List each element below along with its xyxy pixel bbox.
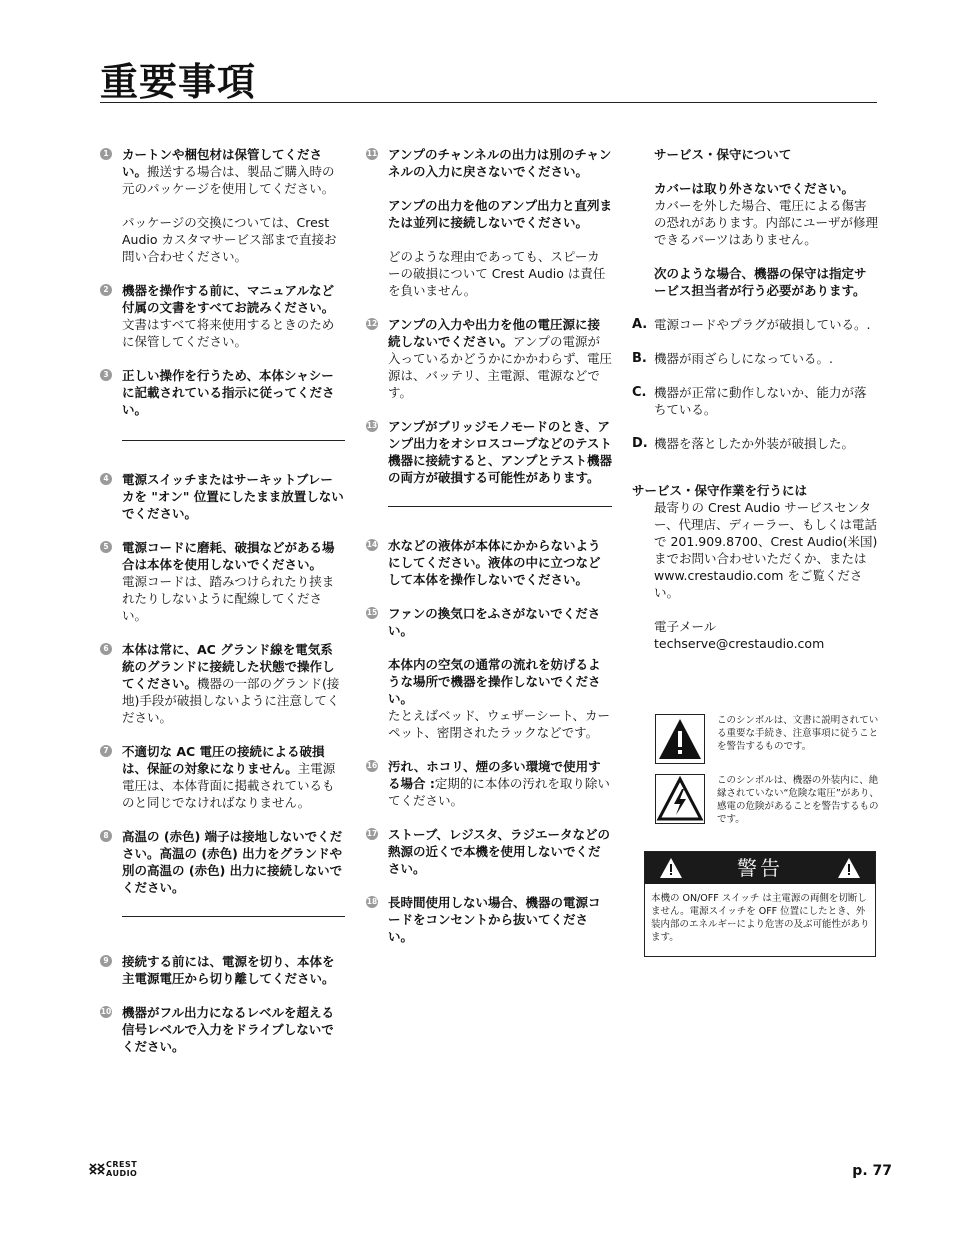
list-item <box>366 826 612 877</box>
service-heading: サービス・保守について <box>654 147 792 162</box>
title-divider <box>100 102 877 103</box>
item-number-badge: 7 <box>100 745 112 757</box>
list-item <box>100 367 345 418</box>
list-item <box>366 316 612 401</box>
item-text: 搬送する場合は、製品ご購入時の元のパッケージを使用してください。 <box>122 164 335 196</box>
lightning-symbol-text: このシンボルは、機器の外装内に、絶縁されていない“危険な電圧”があり、感電の危険があることを警告するものです。 <box>717 775 879 825</box>
item-bold-text: アンプのチャンネルの出力は別のチャンネルの入力に戻さないでください。 <box>388 147 612 179</box>
item-bold-text: 正しい操作を行うため、本体シャシーに記載されている指示に従ってください。 <box>122 368 335 417</box>
item-bold-text: 機器がフル出力になるレベルを超える信号レベルで入力をドライブしないでください。 <box>122 1005 335 1054</box>
email-label: 電子メール <box>654 619 717 634</box>
list-item <box>100 146 345 265</box>
case-letter: A. <box>632 317 648 332</box>
item-bold-text: アンプの入力や出力を他の電圧源に接続しないでください。 <box>388 317 601 349</box>
list-item <box>366 758 612 809</box>
list-item <box>100 282 345 350</box>
list-item <box>100 743 345 811</box>
item-bold-text: 長時間使用しない場合、機器の電源コードをコンセントから抜いてください。 <box>388 895 601 944</box>
item-number-badge: 18 <box>366 897 378 906</box>
warning-text: 本機の ON/OFF スイッチ は主電源の両側を切断しません。電源スイッチを OFF 位置にしたとき、外装内部のエネルギーにより危害の及ぶ可能性があります。 <box>651 893 870 943</box>
item-number-badge: 13 <box>366 421 378 430</box>
list-item <box>100 641 345 726</box>
email-address: techserve@crestaudio.com <box>654 636 825 651</box>
item-bold-text: 本体は常に、AC グランド線を電気系統のグランドに接続した状態で操作してください。 <box>122 642 335 691</box>
item-number-badge: 12 <box>366 319 378 328</box>
item-number-badge: 3 <box>100 369 112 381</box>
contact-heading: サービス・保守作業を行うには <box>632 483 808 498</box>
item-text: 電源コードは、踏みつけられたり挟まれたりしないように配線してください。 <box>122 574 335 623</box>
lightning-triangle-icon <box>655 774 705 824</box>
item-text: 主電源電圧は、本体背面に掲載されているものと同じでなければなりません。 <box>122 761 336 810</box>
item-bold-text: 接続する前には、電源を切り、本体を主電源電圧から切り離してください。 <box>122 954 335 986</box>
service-case <box>632 435 878 452</box>
list-item <box>366 605 612 741</box>
item-extra-text: どのような理由であっても、スピーカーの破損について Crest Audio は責任を負いません。 <box>388 249 606 298</box>
item-bold-text: アンプがブリッジモノモードのとき、アンプ出力をオシロスコープなどのテスト機器に接続すると、アンプとテスト機器の両方が破損する可能性があります。 <box>388 419 613 485</box>
item-number-badge: 16 <box>366 761 378 770</box>
column-2 <box>366 146 612 945</box>
warning-title: 警告 <box>737 856 783 880</box>
case-letter: C. <box>632 385 647 400</box>
case-letter: B. <box>632 351 647 366</box>
item-number-badge: 8 <box>100 830 112 842</box>
item-text: 定期的に本体の汚れを取り除いてください。 <box>388 776 610 808</box>
service-case <box>632 384 878 418</box>
item-number-badge: 5 <box>100 541 112 553</box>
case-text: 機器が正常に動作しないか、能力が落ちている。 <box>654 385 867 417</box>
item-bold-text: 水などの液体が本体にかからないようにしてください。液体の中に立つなどして本体を操作しないでください。 <box>388 538 601 587</box>
item-number-badge: 1 <box>100 148 112 160</box>
item-bold-text: 電源コードに磨耗、破損などがある場合は本体を使用しないでください。 <box>122 540 335 572</box>
service-cases-heading: 次のような場合、機器の保守は指定サービス担当者が行う必要があります。 <box>654 266 867 298</box>
logo-mark-icon <box>88 1160 106 1178</box>
page-title: 重要事項 <box>100 60 257 104</box>
list-item <box>100 539 345 624</box>
item-bold-text: 不適切な AC 電圧の接続による破損は、保証の対象になりません。 <box>122 744 325 776</box>
exclamation-symbol-text: このシンボルは、文書に説明されている重要な手続き、注意事項に従うことを警告するものです。 <box>717 715 879 752</box>
list-item <box>100 828 345 896</box>
crest-audio-logo <box>88 1160 158 1178</box>
service-cover-text: カバーを外した場合、電圧による傷害の恐れがあります。内部にユーザが修理できるパーツはありません。 <box>654 198 879 247</box>
case-text: 機器を落としたか外装が破損した。 <box>654 436 855 451</box>
service-cover-warning: カバーは取り外さないでください。 <box>654 181 855 196</box>
list-item <box>100 1004 345 1055</box>
item-bold-text-2: アンプの出力を他のアンプ出力と直列または並列に接続しないでください。 <box>388 198 613 230</box>
warning-header <box>645 852 875 884</box>
item-number-badge: 17 <box>366 829 378 838</box>
item-number-badge: 2 <box>100 284 112 296</box>
list-item <box>366 146 612 299</box>
item-number-badge: 4 <box>100 473 112 485</box>
item-text: アンプの電源が入っているかどうかにかかわらず、電圧源は、バッテリ、主電源、電源などです。 <box>388 334 613 400</box>
item-extra-text: たとえばベッド、ウェザーシート、カーペット、密閉されたラックなどです。 <box>388 708 611 740</box>
case-letter: D. <box>632 436 648 451</box>
item-bold-text: 汚れ、ホコリ、煙の多い環境で使用する場合 : <box>388 759 601 791</box>
exclamation-triangle-icon <box>655 714 705 764</box>
contact-text: 最寄りの Crest Audio サービスセンター、代理店、ディーラー、もしくは電話で 201.909.8700、Crest Audio(米国)までお問い合わせいただくか、または www.crestaudio.com をご覧ください。 <box>654 500 878 600</box>
list-item <box>366 537 612 588</box>
list-item <box>100 471 345 522</box>
item-number-badge: 15 <box>366 608 378 617</box>
item-number-badge: 6 <box>100 643 112 655</box>
item-number-badge: 14 <box>366 540 378 549</box>
column-1 <box>100 146 345 1055</box>
case-text: 電源コードやプラグが破損している。. <box>654 317 871 332</box>
item-number-badge: 10 <box>100 1007 112 1016</box>
service-case <box>632 350 878 367</box>
item-bold-text: 機器を操作する前に、マニュアルなど付属の文書をすべてお読みください。 <box>122 283 335 315</box>
list-item <box>100 953 345 987</box>
column-3 <box>632 146 878 652</box>
service-case <box>632 316 878 333</box>
item-bold-text-2: 本体内の空気の通常の流れを妨げるような場所で機器を操作しないでください。 <box>388 657 601 706</box>
item-bold-text: ファンの換気口をふさがないでください。 <box>388 606 601 638</box>
warning-box <box>644 851 876 957</box>
item-bold-text: 電源スイッチまたはサーキットブレーカを "オン" 位置にしたまま放置しないでください。 <box>122 472 344 521</box>
item-bold-text: ストーブ、レジスタ、ラジエータなどの熱源の近くで本機を使用しないでください。 <box>388 827 610 876</box>
item-bold-text: 高温の (赤色) 端子は接地しないでください。高温の (赤色) 出力をグランドや別の高温の (赤色) 出力に接続しないでください。 <box>122 829 343 895</box>
warning-triangle-icon <box>837 857 861 883</box>
list-item <box>366 418 612 486</box>
case-text: 機器が雨ざらしになっている。. <box>654 351 833 366</box>
item-number-badge: 9 <box>100 955 112 967</box>
item-text: 文書はすべて将来使用するときのために保管してください。 <box>122 317 335 349</box>
logo-text: CREST AUDIO <box>106 1160 138 1178</box>
item-number-badge: 11 <box>366 149 378 158</box>
page-number: p. 77 <box>852 1163 892 1179</box>
item-extra-text: パッケージの交換については、Crest Audio カスタマサービス部まで直接お問い合わせください。 <box>122 215 337 264</box>
item-text: 機器の一部のグランド(接地)手段が破損しないように注意してください。 <box>122 676 340 725</box>
list-item <box>366 894 612 945</box>
item-bold-text: カートンや梱包材は保管してください。 <box>122 147 323 179</box>
